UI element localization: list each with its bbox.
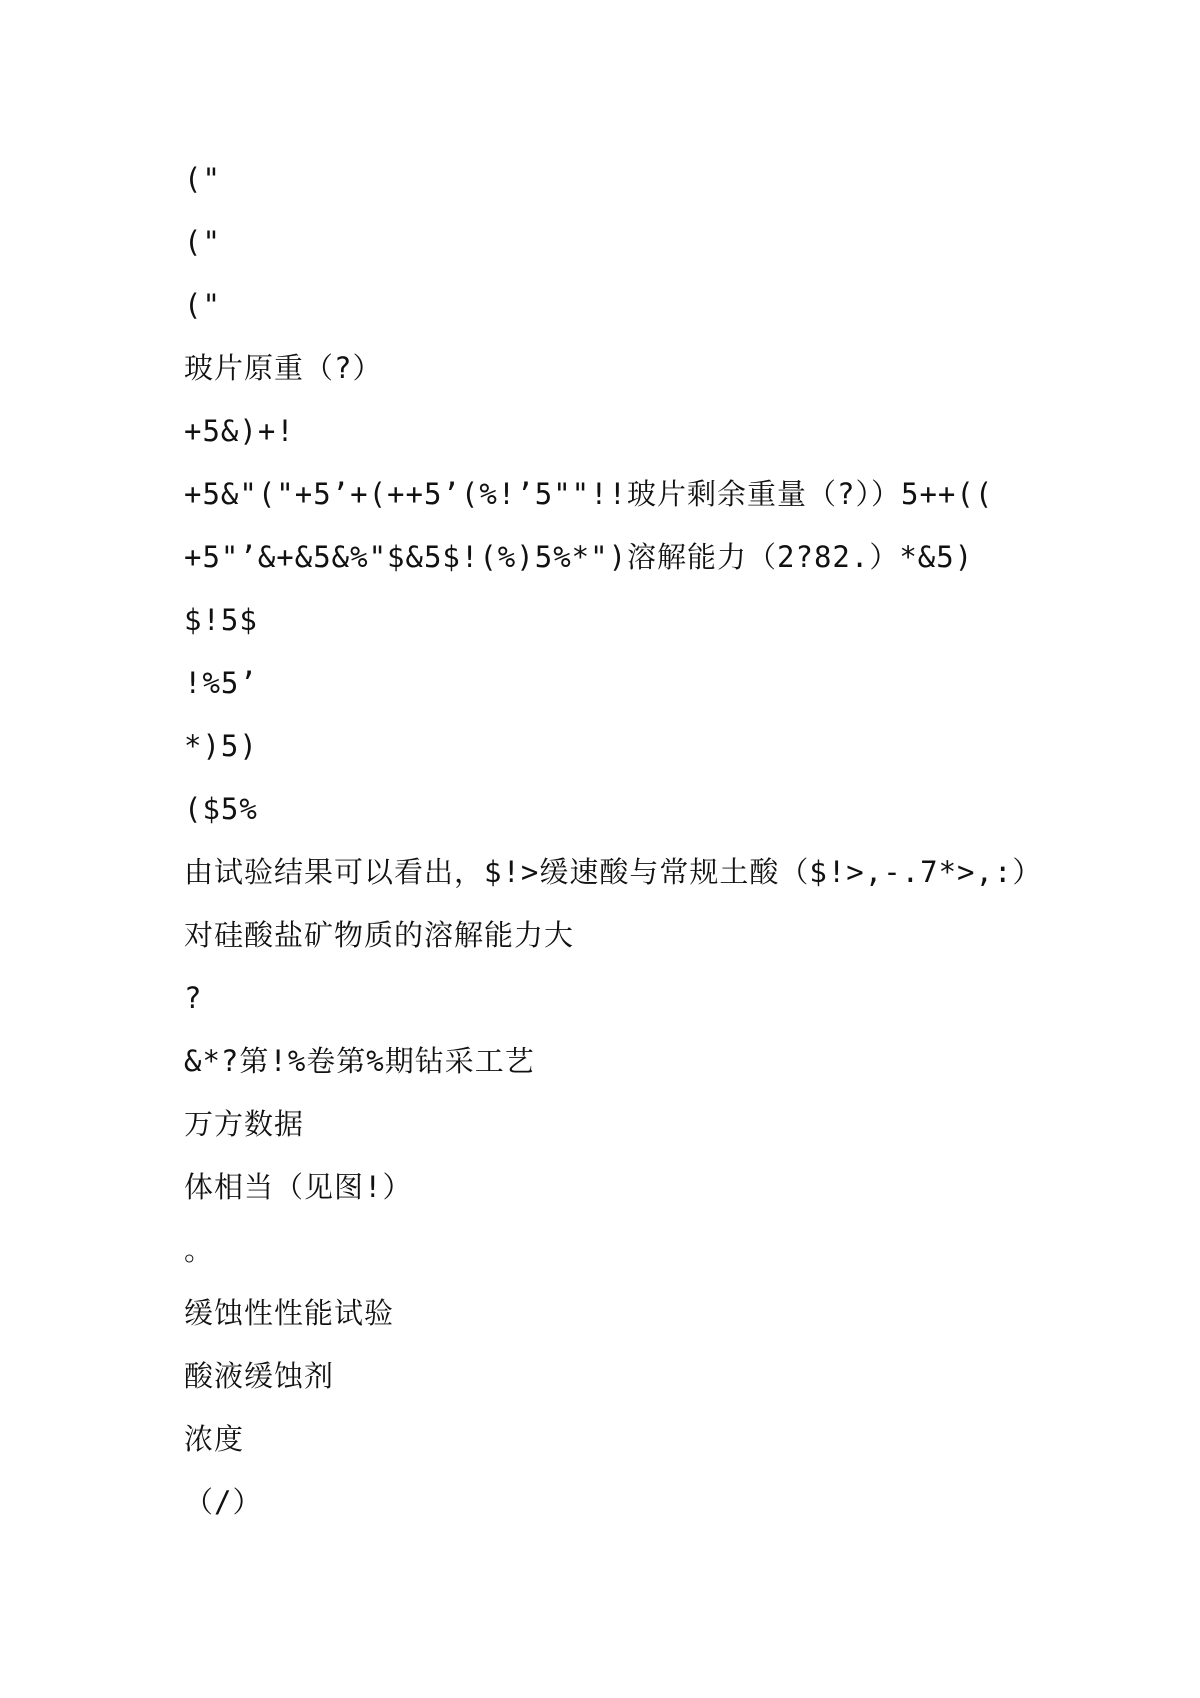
section-heading: 缓蚀性性能试验 bbox=[184, 1296, 395, 1330]
text-line: *)5) bbox=[184, 729, 258, 763]
text-line: 酸液缓蚀剂 bbox=[184, 1359, 335, 1393]
text-line: 对硅酸盐矿物质的溶解能力大 bbox=[184, 918, 575, 952]
text-line: 。 bbox=[184, 1233, 215, 1267]
text-line: +5"’&+&5&%"$&5$!(%)5%*")溶解能力（2?82.）*&5) bbox=[184, 540, 974, 574]
text-line: 由试验结果可以看出，$!>缓速酸与常规土酸（$!>,-.7*>,:） bbox=[184, 855, 1043, 889]
text-line: 体相当（见图!） bbox=[184, 1170, 413, 1204]
text-line: 玻片原重（?） bbox=[184, 351, 383, 385]
text-line: +5&)+! bbox=[184, 414, 295, 448]
watermark-line: 万方数据 bbox=[184, 1107, 305, 1141]
text-line: ($5% bbox=[184, 792, 258, 826]
text-line: 浓度 bbox=[184, 1422, 245, 1456]
text-line: (" bbox=[184, 225, 221, 259]
text-line: （/） bbox=[184, 1485, 263, 1519]
text-line: ? bbox=[184, 981, 203, 1015]
text-line: (" bbox=[184, 288, 221, 322]
text-line: !%5’ bbox=[184, 666, 258, 700]
text-line: +5&"("+5’+(++5’(%!’5""!!玻片剩余重量（?））5++(( bbox=[184, 477, 994, 511]
text-line: $!5$ bbox=[184, 603, 258, 637]
header-line: &*?第!%卷第%期钻采工艺 bbox=[184, 1044, 535, 1078]
text-line: (" bbox=[184, 162, 221, 196]
document-body bbox=[184, 148, 1084, 1534]
